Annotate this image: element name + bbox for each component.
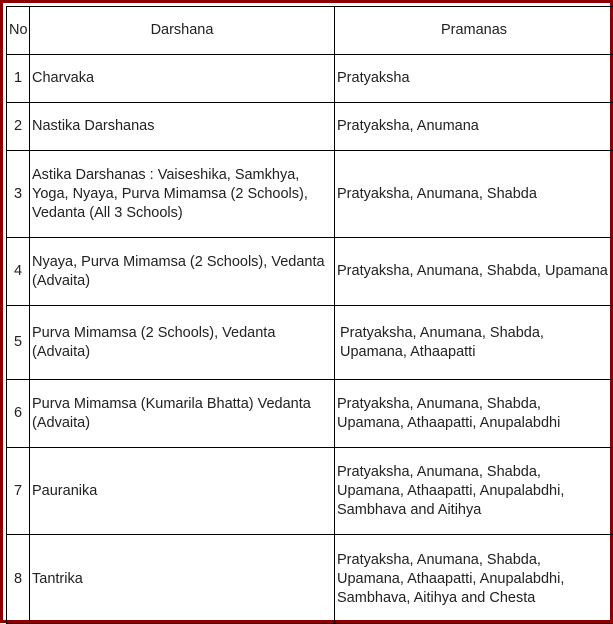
row-number: 8 <box>7 535 30 624</box>
header-darshana: Darshana <box>30 7 335 55</box>
row-number: 5 <box>7 306 30 380</box>
pramanas-table <box>6 6 613 624</box>
table-header-row <box>7 7 613 55</box>
pramanas-cell: Pratyaksha, Anumana, Shabda <box>335 151 613 238</box>
darshana-cell: Nyaya, Purva Mimamsa (2 Schools), Vedanta (Advaita) <box>30 238 335 306</box>
darshana-cell: Purva Mimamsa (2 Schools), Vedanta (Advaita) <box>30 306 335 380</box>
pramanas-cell: Pratyaksha, Anumana <box>335 103 613 151</box>
table-row <box>7 55 613 103</box>
pramanas-cell: Pratyaksha, Anumana, Shabda, Upamana, Athaapatti, Anupalabdhi, Sambhava and Aitihya <box>335 448 613 535</box>
darshana-cell: Charvaka <box>30 55 335 103</box>
darshana-cell: Purva Mimamsa (Kumarila Bhatta) Vedanta (Advaita) <box>30 380 335 448</box>
row-number: 2 <box>7 103 30 151</box>
darshana-cell: Pauranika <box>30 448 335 535</box>
row-number: 6 <box>7 380 30 448</box>
pramanas-cell: Pratyaksha <box>335 55 613 103</box>
table-row <box>7 306 613 380</box>
table-row <box>7 151 613 238</box>
table-row <box>7 238 613 306</box>
table-row <box>7 448 613 535</box>
row-number: 1 <box>7 55 30 103</box>
darshana-cell: Astika Darshanas : Vaiseshika, Samkhya, Yoga, Nyaya, Purva Mimamsa (2 Schools), Vedanta (All 3 Schools) <box>30 151 335 238</box>
table-row <box>7 103 613 151</box>
pramanas-cell: Pratyaksha, Anumana, Shabda, Upamana, Athaapatti, Anupalabdhi <box>335 380 613 448</box>
pramanas-cell: Pratyaksha, Anumana, Shabda, Upamana, Athaapatti, Anupalabdhi, Sambhava, Aitihya and Chesta <box>335 535 613 624</box>
pramanas-cell: Pratyaksha, Anumana, Shabda, Upamana, Athaapatti <box>335 306 613 380</box>
row-number: 4 <box>7 238 30 306</box>
table-row <box>7 535 613 624</box>
row-number: 3 <box>7 151 30 238</box>
darshana-cell: Nastika Darshanas <box>30 103 335 151</box>
header-no: No <box>7 7 30 55</box>
header-pramanas: Pramanas <box>335 7 613 55</box>
table-row <box>7 380 613 448</box>
darshana-cell: Tantrika <box>30 535 335 624</box>
pramanas-cell: Pratyaksha, Anumana, Shabda, Upamana <box>335 238 613 306</box>
row-number: 7 <box>7 448 30 535</box>
